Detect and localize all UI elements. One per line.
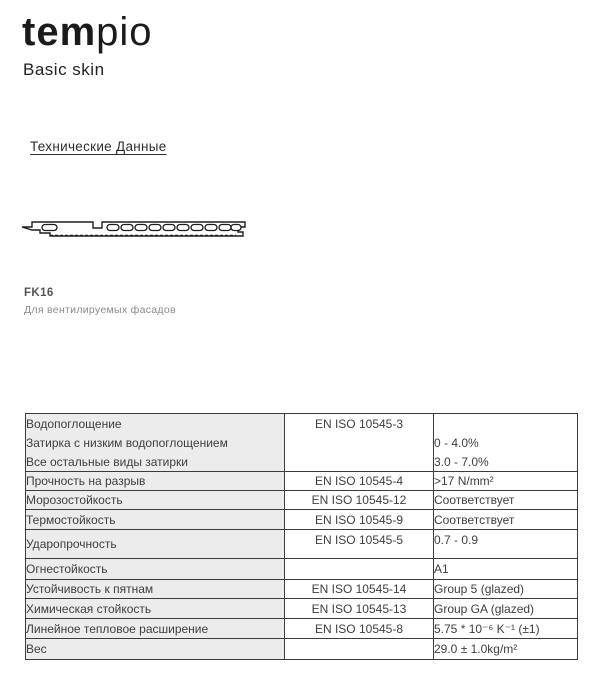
spec-label-cell: Линейное тепловое расширение [26, 619, 285, 639]
spec-standard-cell: EN ISO 10545-8 [285, 619, 434, 639]
spec-table [25, 413, 578, 660]
spec-value-cell: Соответствует [434, 510, 578, 530]
spec-value-cell: 29.0 ± 1.0kg/m² [434, 639, 578, 660]
spec-standard-cell [285, 639, 434, 660]
brand-logo-light: pio [96, 10, 153, 54]
spec-standard-cell: EN ISO 10545-13 [285, 599, 434, 619]
spec-value-cell: Group GA (glazed) [434, 599, 578, 619]
spec-standard-cell: EN ISO 10545-5 [285, 530, 434, 559]
spec-table-body [26, 414, 578, 660]
panel-cross-section-diagram [20, 213, 252, 243]
spec-label-cell: Химическая стойкость [26, 599, 285, 619]
spec-row [26, 559, 578, 580]
spec-value-cell: 0 - 4.0% 3.0 - 7.0% [434, 414, 578, 472]
spec-row [26, 530, 578, 559]
spec-standard-cell: EN ISO 10545-12 [285, 491, 434, 510]
spec-row [26, 599, 578, 619]
spec-row [26, 472, 578, 491]
spec-value-cell: A1 [434, 559, 578, 580]
spec-label-cell: Морозостойкость [26, 491, 285, 510]
spec-label-cell: Устойчивость к пятнам [26, 580, 285, 599]
spec-standard-cell: EN ISO 10545-4 [285, 472, 434, 491]
spec-label-cell: Ударопрочность [26, 530, 285, 559]
spec-standard-cell: EN ISO 10545-3 [285, 414, 434, 472]
spec-row [26, 491, 578, 510]
spec-value-cell: >17 N/mm² [434, 472, 578, 491]
spec-label-cell: Прочность на разрыв [26, 472, 285, 491]
spec-standard-cell: EN ISO 10545-14 [285, 580, 434, 599]
spec-row [26, 510, 578, 530]
product-description: Для вентилируемых фасадов [24, 304, 176, 316]
spec-label-cell: Вес [26, 639, 285, 660]
spec-label-cell: Огнестойкость [26, 559, 285, 580]
product-code: FK16 [24, 287, 54, 299]
spec-value-cell: Соответствует [434, 491, 578, 510]
spec-label-cell: Водопоглощение Затирка с низким водопоглощением Все остальные виды затирки [26, 414, 285, 472]
spec-value-cell: 5.75 * 10⁻⁶ K⁻¹ (±1) [434, 619, 578, 639]
section-heading: Технические Данные [30, 139, 167, 154]
spec-standard-cell: EN ISO 10545-9 [285, 510, 434, 530]
brand-logo-bold: tem [22, 10, 97, 54]
spec-standard-cell [285, 559, 434, 580]
spec-row [26, 580, 578, 599]
spec-row [26, 639, 578, 660]
spec-value-cell: 0.7 - 0.9 [434, 530, 578, 559]
spec-row [26, 619, 578, 639]
spec-row [26, 414, 578, 472]
spec-label-cell: Термостойкость [26, 510, 285, 530]
brand-logo [22, 10, 153, 54]
brand-subtitle: Basic skin [23, 60, 105, 79]
spec-value-cell: Group 5 (glazed) [434, 580, 578, 599]
